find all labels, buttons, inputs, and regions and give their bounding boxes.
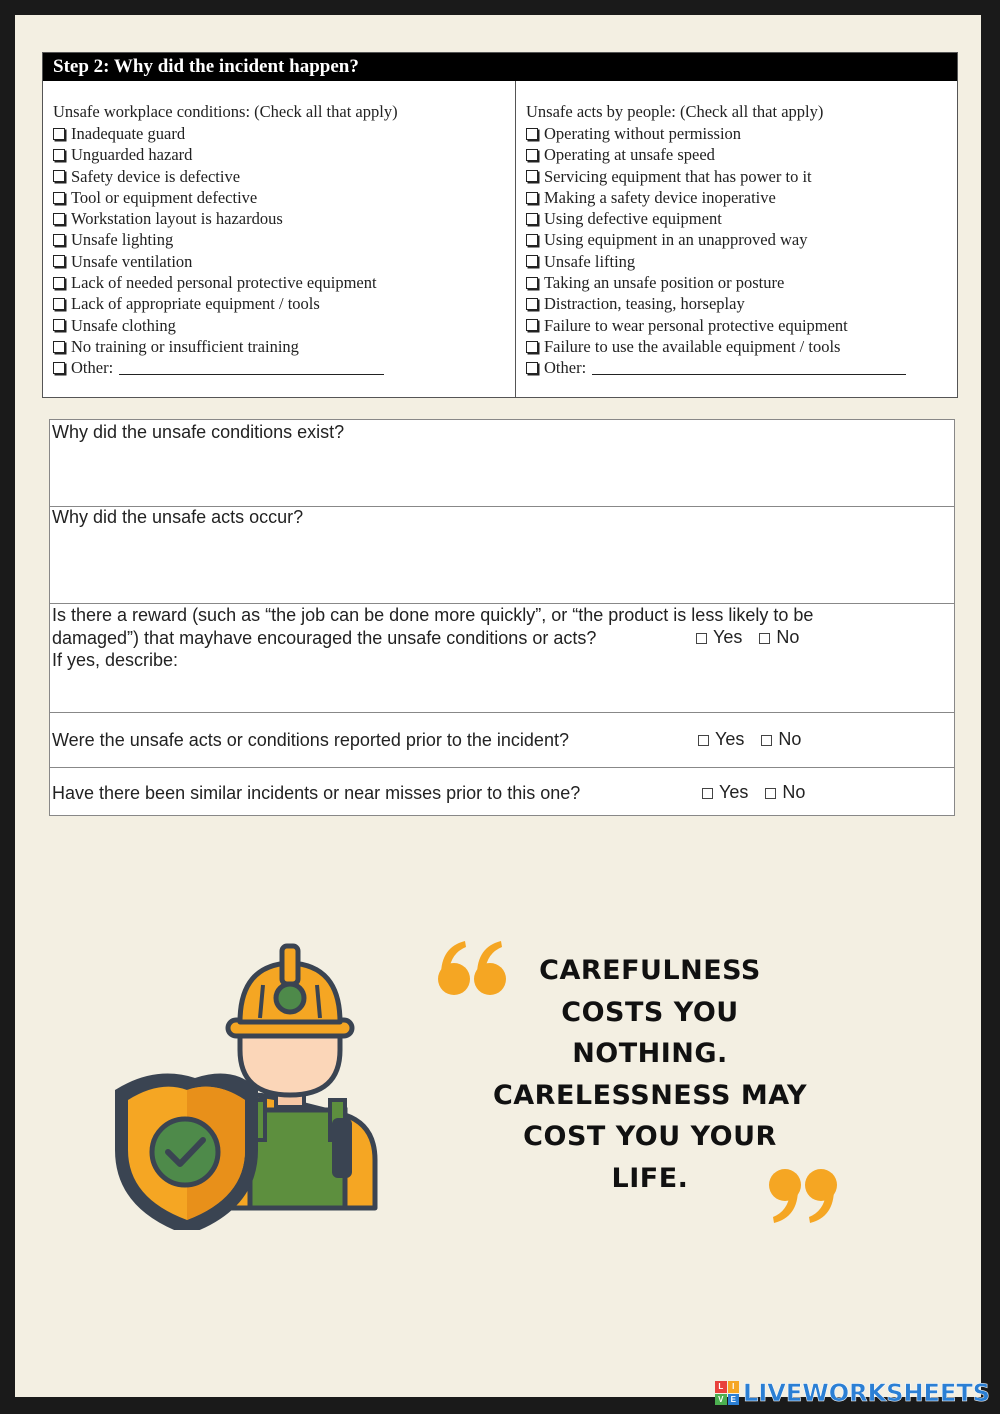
safety-quote — [455, 950, 845, 1199]
question-text: Why did the unsafe acts occur? — [52, 507, 304, 527]
condition-item[interactable]: Unsafe clothing — [53, 315, 515, 336]
describe-label: If yes, describe: — [52, 650, 179, 670]
step2-checklist — [42, 52, 958, 398]
question-row[interactable] — [50, 768, 954, 817]
checkbox-icon[interactable] — [53, 234, 65, 246]
unsafe-acts-column — [516, 81, 957, 397]
worksheet-page — [15, 15, 981, 1397]
condition-other-input[interactable] — [119, 361, 384, 375]
quote-line: CAREFULNESS — [539, 955, 761, 986]
quote-line: CARELESSNESS MAY — [492, 1079, 808, 1111]
checkbox-icon[interactable] — [526, 149, 538, 161]
yes-no-group — [702, 782, 805, 803]
question-text: Why did the unsafe conditions exist? — [52, 422, 345, 442]
checkbox-icon[interactable] — [53, 192, 65, 204]
close-quote-icon — [765, 1165, 840, 1225]
checkbox-icon[interactable] — [526, 128, 538, 140]
checkbox-icon[interactable] — [696, 633, 707, 644]
checkbox-icon[interactable] — [526, 277, 538, 289]
act-item[interactable]: Failure to use the available equipment / tools — [526, 336, 957, 357]
quote-line: NOTHING. — [572, 1038, 728, 1069]
condition-item[interactable]: Lack of needed personal protective equipment — [53, 272, 515, 293]
no-option[interactable]: No — [759, 627, 799, 647]
act-item[interactable]: Using defective equipment — [526, 208, 957, 229]
question-text: damaged”) that mayhave encouraged the unsafe conditions or acts? — [52, 628, 597, 648]
checkbox-icon[interactable] — [526, 213, 538, 225]
yes-option[interactable]: Yes — [698, 729, 744, 749]
unsafe-conditions-column — [43, 81, 516, 397]
yes-no-group — [696, 627, 799, 648]
act-other[interactable]: Other: — [526, 357, 957, 378]
condition-item[interactable]: Lack of appropriate equipment / tools — [53, 293, 515, 314]
yes-option[interactable]: Yes — [702, 782, 748, 802]
checkbox-icon[interactable] — [53, 319, 65, 331]
question-row[interactable] — [50, 420, 954, 507]
condition-item[interactable]: Inadequate guard — [53, 123, 515, 144]
quote-line: COST YOU YOUR — [523, 1121, 777, 1152]
checkbox-icon[interactable] — [53, 149, 65, 161]
yes-option[interactable]: Yes — [696, 627, 742, 647]
checkbox-icon[interactable] — [526, 362, 538, 374]
condition-item[interactable]: No training or insufficient training — [53, 336, 515, 357]
checkbox-icon[interactable] — [526, 255, 538, 267]
checkbox-icon[interactable] — [526, 234, 538, 246]
no-option[interactable]: No — [765, 782, 805, 802]
act-other-input[interactable] — [592, 361, 906, 375]
act-item[interactable]: Operating without permission — [526, 123, 957, 144]
checkbox-icon[interactable] — [759, 633, 770, 644]
checkbox-icon[interactable] — [702, 788, 713, 799]
checkbox-icon[interactable] — [526, 319, 538, 331]
checkbox-icon[interactable] — [526, 170, 538, 182]
unsafe-acts-title: Unsafe acts by people: (Check all that apply) — [526, 102, 824, 121]
act-item[interactable]: Making a safety device inoperative — [526, 187, 957, 208]
act-item[interactable]: Unsafe lifting — [526, 251, 957, 272]
condition-item[interactable]: Unsafe ventilation — [53, 251, 515, 272]
quote-line: LIFE. — [611, 1162, 689, 1194]
yes-no-group — [698, 729, 801, 750]
checkbox-icon[interactable] — [526, 192, 538, 204]
liveworksheets-watermark — [715, 1380, 990, 1406]
condition-item[interactable]: Workstation layout is hazardous — [53, 208, 515, 229]
liveworksheets-logo-icon: L I V E — [715, 1381, 739, 1405]
quote-line: COSTS YOU — [561, 996, 739, 1028]
checkbox-icon[interactable] — [761, 735, 772, 746]
question-text: Have there been similar incidents or near misses prior to this one? — [52, 783, 581, 803]
question-text: Is there a reward (such as “the job can be done more quickly”, or “the product is less likely to be — [52, 605, 814, 625]
act-item[interactable]: Servicing equipment that has power to it — [526, 166, 957, 187]
question-row[interactable] — [50, 507, 954, 604]
checkbox-icon[interactable] — [53, 362, 65, 374]
question-row[interactable] — [50, 713, 954, 768]
checkbox-icon[interactable] — [698, 735, 709, 746]
safety-worker-shield-icon — [100, 930, 380, 1230]
checkbox-icon[interactable] — [526, 341, 538, 353]
checkbox-icon[interactable] — [53, 298, 65, 310]
act-item[interactable]: Taking an unsafe position or posture — [526, 272, 957, 293]
question-text: Were the unsafe acts or conditions reported prior to the incident? — [52, 730, 569, 750]
checkbox-icon[interactable] — [53, 255, 65, 267]
act-item[interactable]: Failure to wear personal protective equipment — [526, 315, 957, 336]
act-item[interactable]: Operating at unsafe speed — [526, 144, 957, 165]
checkbox-icon[interactable] — [526, 298, 538, 310]
checkbox-icon[interactable] — [765, 788, 776, 799]
questions-table — [49, 419, 955, 816]
question-row[interactable] — [50, 604, 954, 713]
step2-title: Step 2: Why did the incident happen? — [43, 53, 957, 81]
checkbox-icon[interactable] — [53, 341, 65, 353]
no-option[interactable]: No — [761, 729, 801, 749]
condition-item[interactable]: Unguarded hazard — [53, 144, 515, 165]
condition-item[interactable]: Unsafe lighting — [53, 229, 515, 250]
checkbox-icon[interactable] — [53, 277, 65, 289]
checkbox-icon[interactable] — [53, 170, 65, 182]
condition-item[interactable]: Tool or equipment defective — [53, 187, 515, 208]
checkbox-icon[interactable] — [53, 128, 65, 140]
unsafe-conditions-title: Unsafe workplace conditions: (Check all that apply) — [53, 102, 398, 121]
watermark-text: LIVEWORKSHEETS — [743, 1379, 990, 1407]
act-item[interactable]: Distraction, teasing, horseplay — [526, 293, 957, 314]
condition-other[interactable]: Other: — [53, 357, 515, 378]
condition-item[interactable]: Safety device is defective — [53, 166, 515, 187]
act-item[interactable]: Using equipment in an unapproved way — [526, 229, 957, 250]
checkbox-icon[interactable] — [53, 213, 65, 225]
